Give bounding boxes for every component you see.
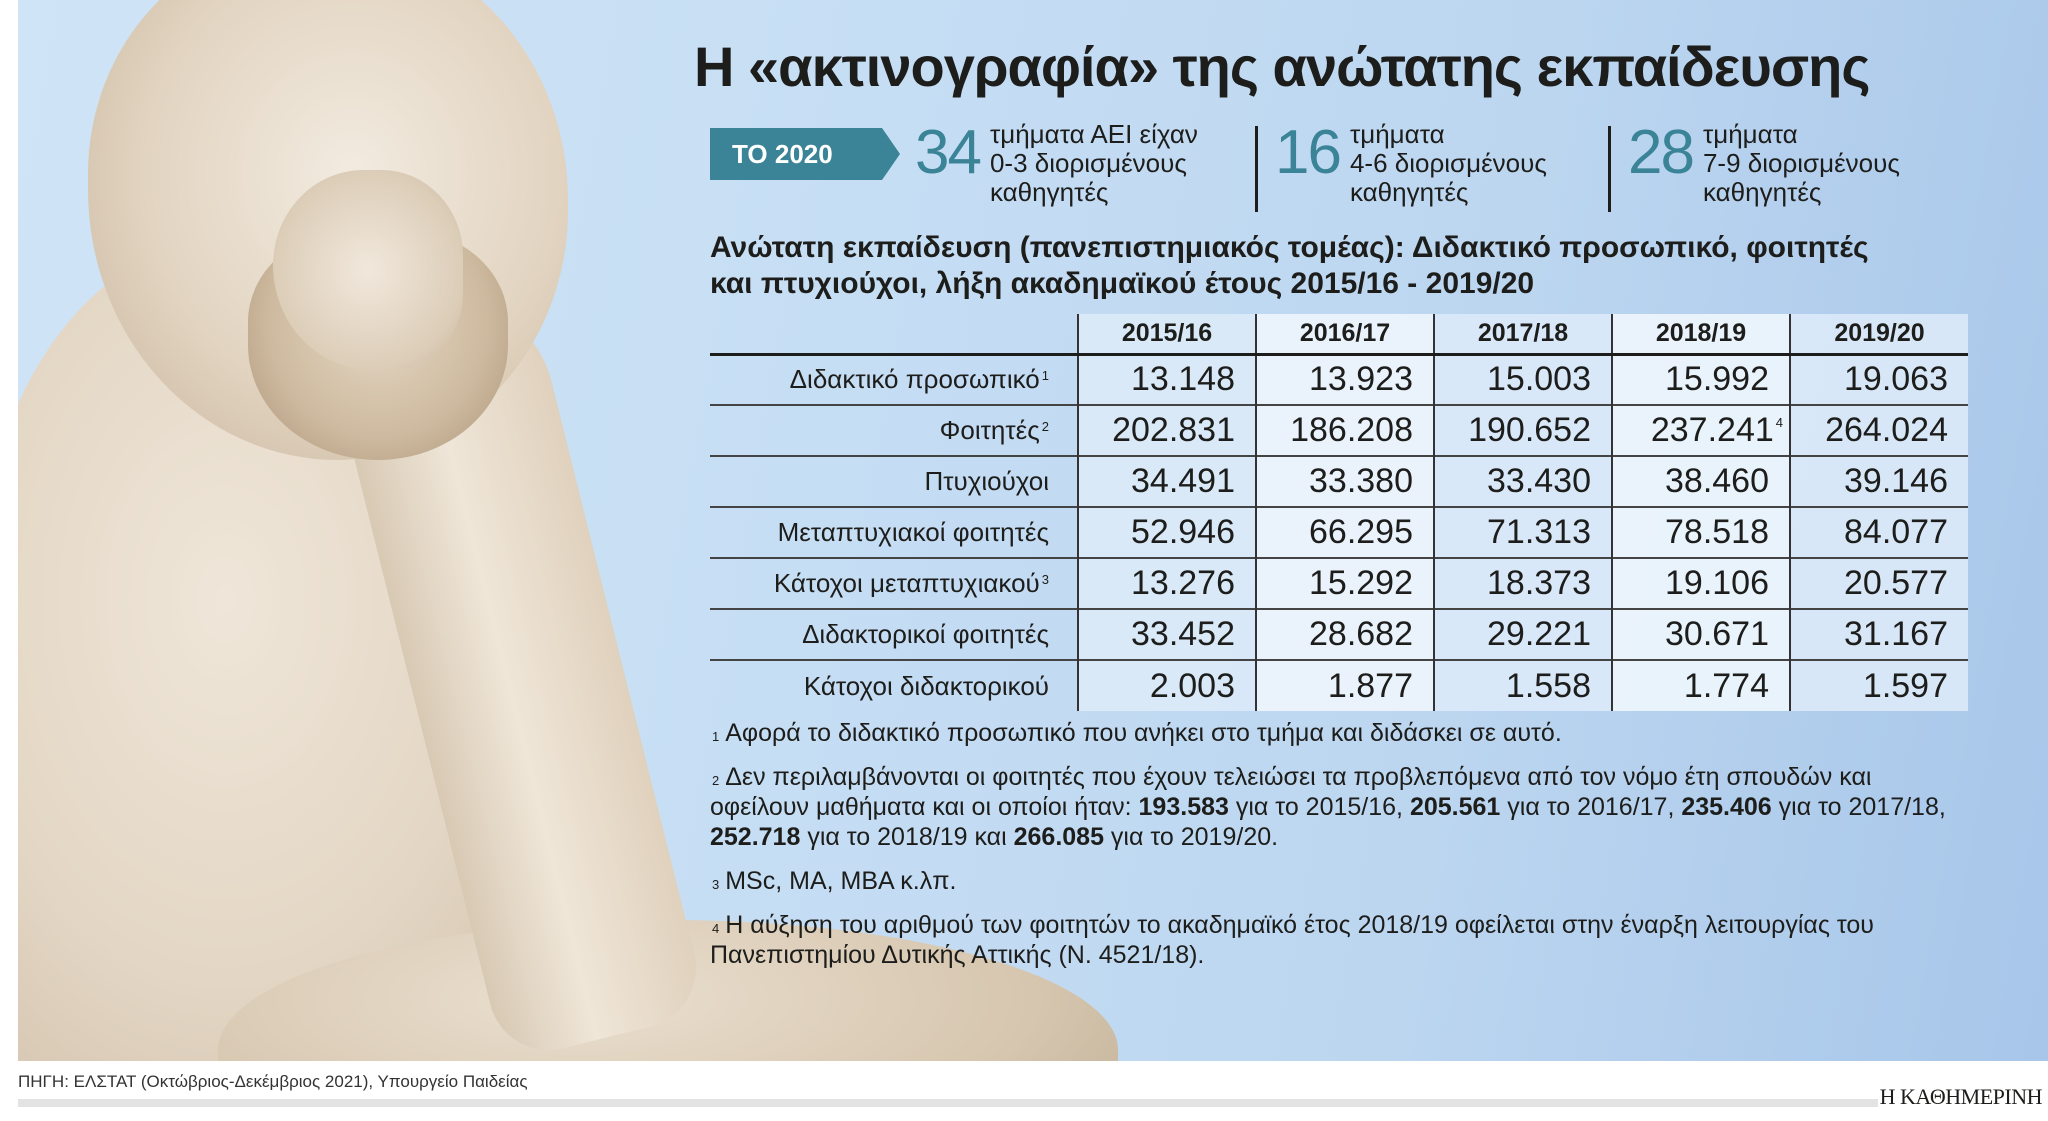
row-label: Διδακτικό προσωπικό $^1$ — [789, 364, 1049, 395]
table-row — [710, 507, 1968, 558]
value-cell: 33.380 — [1256, 456, 1434, 507]
stat-4-6 — [1275, 118, 1547, 207]
value-cell: 15.003 — [1434, 354, 1612, 405]
stat-divider — [1608, 126, 1611, 212]
footnote-marker: 1 — [712, 729, 720, 744]
footnote-marker: 4 — [712, 921, 720, 936]
stat-divider — [1255, 126, 1258, 212]
value-cell: 2.003 — [1078, 660, 1256, 711]
column-header: 2016/17 — [1256, 314, 1434, 354]
value-cell: 31.167 — [1790, 609, 1968, 660]
value-cell: 30.671 — [1612, 609, 1790, 660]
value-cell: 52.946 — [1078, 507, 1256, 558]
footnote-3: $^3$ MSc, MA, MBA κ.λπ. — [712, 867, 957, 895]
footnote-1: $^1$ Αφορά το διδακτικό προσωπικό που ανήκει στο τμήμα και διδάσκει σε αυτό. — [712, 719, 1562, 747]
stat-0-3 — [915, 118, 1198, 207]
value-cell: 38.460 — [1612, 456, 1790, 507]
table-row — [710, 456, 1968, 507]
value-cell: 28.682 — [1256, 609, 1434, 660]
value-cell: 1.597 — [1790, 660, 1968, 711]
column-header: 2017/18 — [1434, 314, 1612, 354]
value-cell: 20.577 — [1790, 558, 1968, 609]
column-header: 2019/20 — [1790, 314, 1968, 354]
table-row — [710, 405, 1968, 456]
value-cell: 1.558 — [1434, 660, 1612, 711]
stat-number: 28 — [1628, 118, 1693, 187]
value-cell: 39.146 — [1790, 456, 1968, 507]
row-label: Κάτοχοι μεταπτυχιακού $^3$ — [773, 568, 1049, 598]
value-cell: 71.313 — [1434, 507, 1612, 558]
year-badge: ΤΟ 2020 — [710, 128, 882, 180]
table-body — [710, 354, 1968, 711]
publisher-logo: Η ΚΑΘΗΜΕΡΙΝΗ — [1879, 1084, 2042, 1109]
value-cell: 33.452 — [1078, 609, 1256, 660]
stat-number: 34 — [915, 118, 980, 187]
table-row — [710, 609, 1968, 660]
value-cell: 186.208 — [1256, 405, 1434, 456]
footnote-marker: 3 — [1041, 572, 1049, 587]
value-cell: 84.077 — [1790, 507, 1968, 558]
value-cell: 29.221 — [1434, 609, 1612, 660]
value-cell: 15.292 — [1256, 558, 1434, 609]
footnotes — [710, 718, 1970, 984]
value-cell: 15.992 — [1612, 354, 1790, 405]
value-cell: 1.877 — [1256, 660, 1434, 711]
table-row — [710, 558, 1968, 609]
infographic-canvas — [18, 0, 2048, 1061]
value-cell: 190.652 — [1434, 405, 1612, 456]
footnote-marker: 2 — [1041, 419, 1049, 434]
value-cell: 1.774 — [1612, 660, 1790, 711]
footnote-marker: 3 — [712, 877, 720, 892]
row-label: Φοιτητές $^2$ — [939, 415, 1049, 445]
row-label: Πτυχιούχοι — [924, 466, 1049, 496]
column-header: 2018/19 — [1612, 314, 1790, 354]
value-cell: 202.831 — [1078, 405, 1256, 456]
value-cell: 13.148 — [1078, 354, 1256, 405]
value-cell: 19.063 — [1790, 354, 1968, 405]
table-row — [710, 660, 1968, 711]
header-label-cell — [710, 314, 1078, 354]
stat-number: 16 — [1275, 118, 1340, 187]
table-header-row — [710, 314, 1968, 354]
footnote-4: $^4$ Η αύξηση του αριθμού των φοιτητών το ακαδημαϊκό έτος 2018/19 οφείλεται στην έναρξη λειτουργίας του Πανεπιστημίου Δυτικής Αττικής (Ν. 4521/18). — [710, 911, 1874, 969]
data-table — [710, 314, 1968, 711]
source-credit: ΠΗΓΗ: ΕΛΣΤΑΤ (Οκτώβριος-Δεκέμβριος 2021), Υπουργείο Παιδείας — [18, 1072, 528, 1091]
footnote-marker: 2 — [712, 773, 720, 788]
value-cell: 34.491 — [1078, 456, 1256, 507]
value-cell: 19.106 — [1612, 558, 1790, 609]
value-cell: 13.276 — [1078, 558, 1256, 609]
stats-row — [710, 118, 2010, 218]
value-cell: 237.241 $^4$ — [1612, 405, 1790, 456]
stat-7-9 — [1628, 118, 1900, 207]
value-cell: 18.373 — [1434, 558, 1612, 609]
table-subtitle: Ανώτατη εκπαίδευση (πανεπιστημιακός τομέας): Διδακτικό προσωπικό, φοιτητές και πτυχιούχοι, λήξη ακαδημαϊκού έτους 2015/16 - 2019/20 — [710, 231, 1869, 300]
value-cell: 66.295 — [1256, 507, 1434, 558]
table-row — [710, 354, 1968, 405]
footnote-2: $^2$ Δεν περιλαμβάνονται οι φοιτητές που έχουν τελειώσει τα προβλεπόμενα από τον νόμο έτη σπουδών και οφείλουν μαθήματα και οι οποίοι ήταν: 193.583 για το 2015/16, 205.561 για το 2016/17, 235.406 για το 2017/18, 252.718 για το 2018/19 και 266.085 για το 2019/20. — [710, 763, 1946, 851]
value-cell: 13.923 — [1256, 354, 1434, 405]
footnote-marker: 4 — [1775, 415, 1783, 430]
footer-bar — [18, 1099, 1878, 1107]
footnote-marker: 1 — [1041, 368, 1049, 384]
row-label: Διδακτορικοί φοιτητές — [802, 619, 1049, 649]
column-header: 2015/16 — [1078, 314, 1256, 354]
value-cell: 264.024 — [1790, 405, 1968, 456]
value-cell: 33.430 — [1434, 456, 1612, 507]
stat-description: τμήματα 4-6 διορισμένους καθηγητές — [1349, 119, 1547, 207]
stat-description: τμήματα 7-9 διορισμένους καθηγητές — [1702, 119, 1900, 207]
value-cell: 78.518 — [1612, 507, 1790, 558]
row-label: Κάτοχοι διδακτορικού — [803, 670, 1049, 701]
stat-description: τμήματα ΑΕΙ είχαν 0-3 διορισμένους καθηγητές — [989, 119, 1198, 207]
row-label: Μεταπτυχιακοί φοιτητές — [777, 517, 1049, 547]
page-title: Η «ακτινογραφία» της ανώτατης εκπαίδευσης — [694, 35, 1870, 98]
